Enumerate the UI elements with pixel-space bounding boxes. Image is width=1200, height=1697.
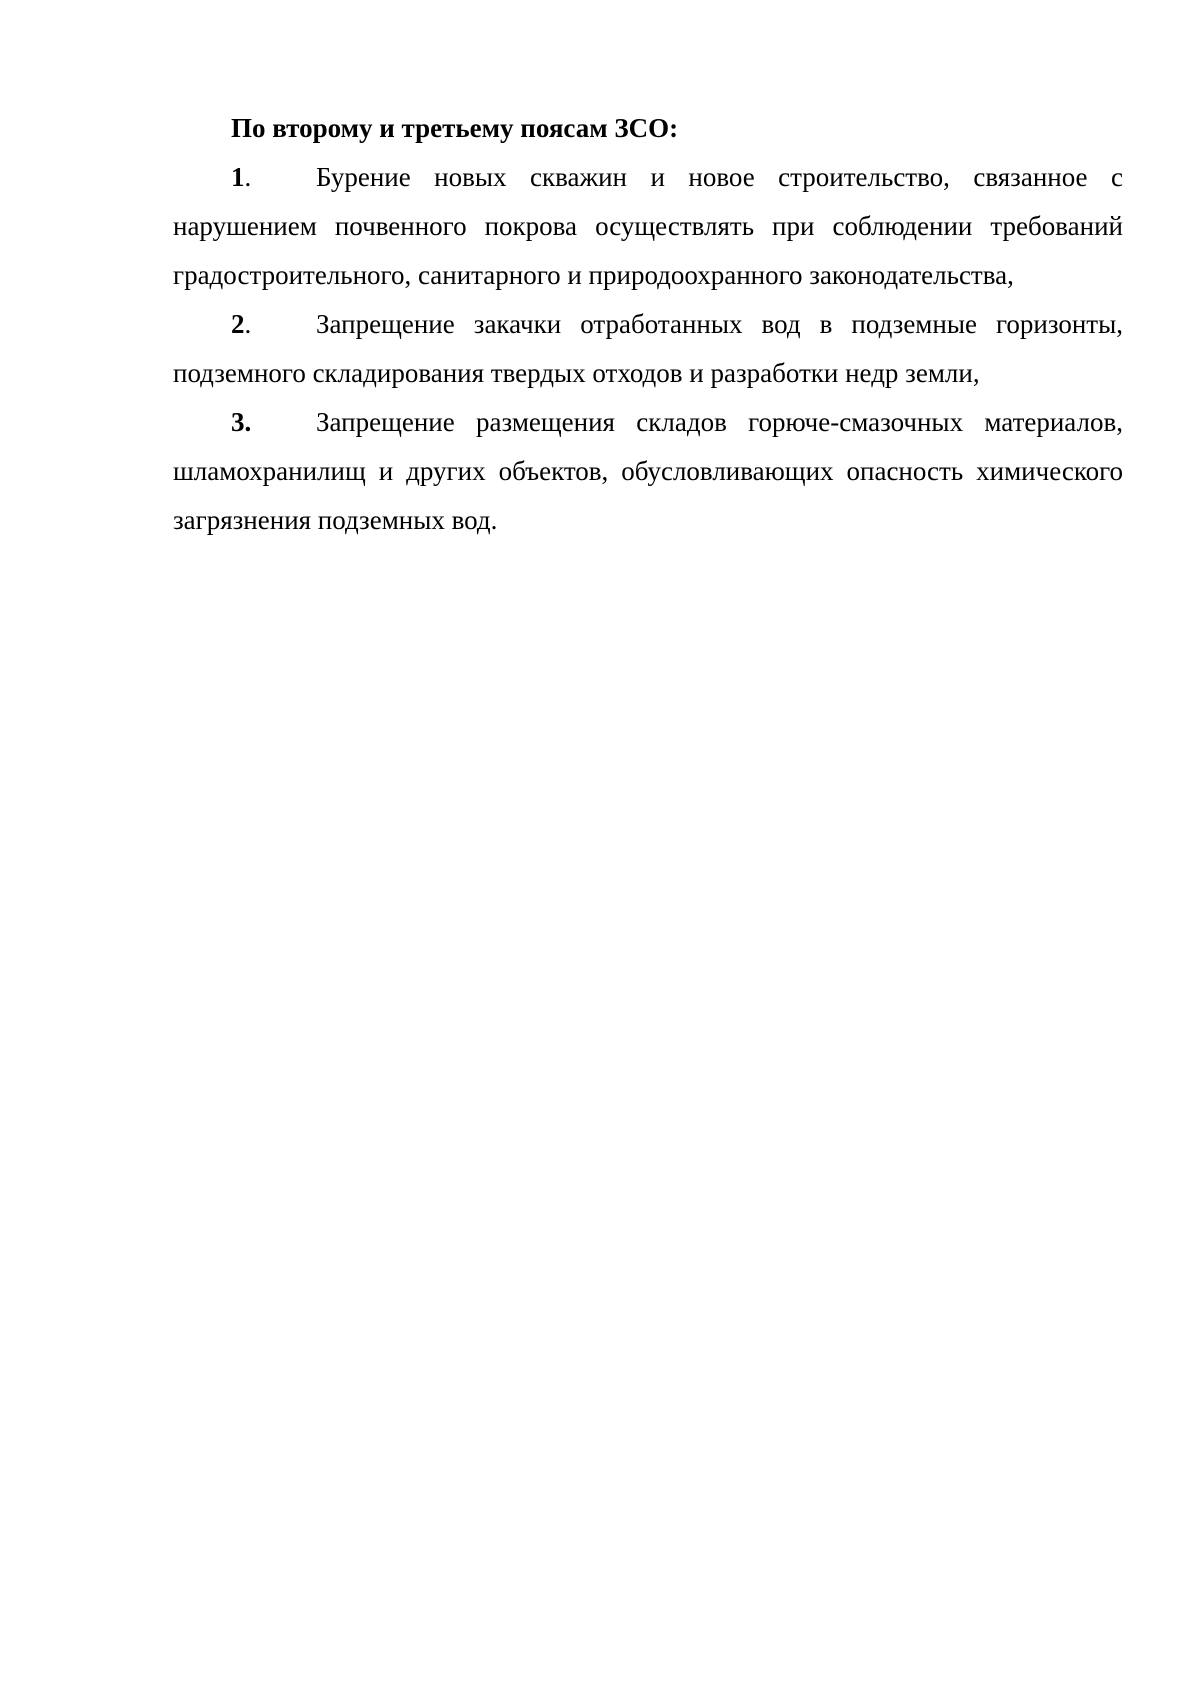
item-text: Запрещение закачки отработанных вод в подземные горизонты, подземного складирования твердых отходов и разработки недр земли, [173,309,1123,388]
item-number [231,153,316,202]
item-text: Запрещение размещения складов горюче-смазочных материалов, шламохранилищ и других объектов, обусловливающих опасность химического загрязнения подземных вод. [173,407,1123,535]
item-number [231,300,316,349]
item-number-digit: 1 [231,162,245,192]
list-item [173,300,1123,398]
item-number-digit: 3. [231,407,252,437]
list-item [173,398,1123,545]
section-heading: По второму и третьему поясам ЗСО: [231,113,679,143]
item-number [231,398,316,447]
item-text: Бурение новых скважин и новое строительство, связанное с нарушением почвенного покрова осуществлять при соблюдении требований градостроительного, санитарного и природоохранного законодательства, [173,162,1123,290]
list-item [173,153,1123,300]
item-number-suffix: . [244,309,252,339]
item-number-suffix: . [244,162,252,192]
item-number-digit: 2 [231,309,245,339]
document-body [173,104,1123,545]
